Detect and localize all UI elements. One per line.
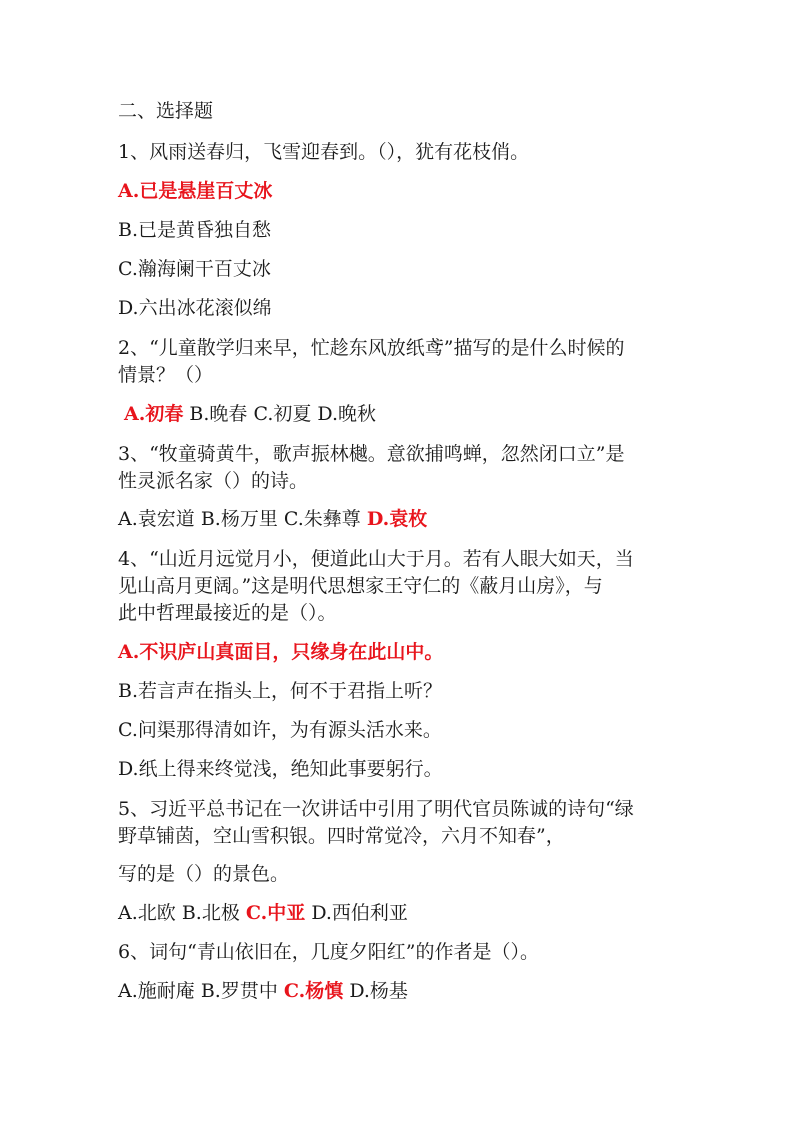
question-2-option-d: D.晚秋 xyxy=(317,403,377,425)
question-5-text-line-1: 5、习近平总书记在一次讲话中引用了明代官员陈诚的诗句“绿 xyxy=(118,798,634,820)
question-4-text-line-1: 4、“山近月远觉月小，便道此山大于月。若有人眼大如天，当 xyxy=(118,548,634,570)
question-4-option-d: D.纸上得来终觉浅，绝知此事要躬行。 xyxy=(118,758,443,780)
question-1-option-b: B.已是黄昏独自愁 xyxy=(118,219,272,241)
question-1-option-c: C.瀚海阑干百丈冰 xyxy=(118,258,271,280)
question-5-options xyxy=(118,900,408,926)
question-6-text: 6、词句“青山依旧在，几度夕阳红”的作者是（）。 xyxy=(118,941,540,963)
question-3-option-d: D.袁枚 xyxy=(366,508,428,530)
question-5-option-c: C.中亚 xyxy=(245,902,306,924)
question-1-option-a: A.已是悬崖百丈冰 xyxy=(118,180,273,202)
question-1-text: 1、风雨送春归，飞雪迎春到。（），犹有花枝俏。 xyxy=(118,141,530,163)
question-6-option-a: A.施耐庵 xyxy=(118,980,195,1002)
question-3-option-a: A.袁宏道 xyxy=(118,508,195,530)
question-4-option-a: A.不识庐山真面目，只缘身在此山中。 xyxy=(118,641,444,663)
question-5-option-b: B.北极 xyxy=(181,902,240,924)
question-3-text-line-1: 3、“牧童骑黄牛，歌声振林樾。意欲捕鸣蝉，忽然闭口立”是 xyxy=(118,443,625,465)
question-2-option-c: C.初夏 xyxy=(253,403,312,425)
question-3-option-b: B.杨万里 xyxy=(200,508,278,530)
question-5-text-line-2: 野草铺茵，空山雪积银。四时常觉冷，六月不知春”， xyxy=(118,825,565,847)
question-3-option-c: C.朱彝尊 xyxy=(283,508,361,530)
question-3-text-line-2: 性灵派名家（）的诗。 xyxy=(118,470,309,492)
question-2-option-a: A.初春 xyxy=(124,403,184,425)
section-title: 二、选择题 xyxy=(118,100,214,122)
question-5-text-line-3: 写的是（）的景色。 xyxy=(118,863,290,885)
question-6-option-b: B.罗贯中 xyxy=(200,980,278,1002)
question-4-option-b: B.若言声在指头上，何不于君指上听？ xyxy=(118,680,443,702)
question-6-option-d: D.杨基 xyxy=(349,980,408,1002)
question-4-text-line-2: 见山高月更阔。”这是明代思想家王守仁的《蔽月山房》，与 xyxy=(118,575,603,597)
question-2-options xyxy=(118,401,376,427)
question-3-options xyxy=(118,506,427,532)
question-6-option-c: C.杨慎 xyxy=(283,980,344,1002)
question-4-text-line-3: 此中哲理最接近的是（）。 xyxy=(118,602,337,624)
question-4-option-c: C.问渠那得清如许，为有源头活水来。 xyxy=(118,719,442,741)
question-5-option-d: D.西伯利亚 xyxy=(311,902,408,924)
question-2-text-line-1: 2、“儿童散学归来早，忙趁东风放纸鸢”描写的是什么时候的 xyxy=(118,337,625,359)
question-2-text-line-2: 情景？（） xyxy=(118,364,214,386)
question-1-option-d: D.六出冰花滚似绵 xyxy=(118,297,272,319)
question-2-option-b: B.晚春 xyxy=(189,403,248,425)
question-5-option-a: A.北欧 xyxy=(118,902,176,924)
question-6-options xyxy=(118,978,408,1004)
